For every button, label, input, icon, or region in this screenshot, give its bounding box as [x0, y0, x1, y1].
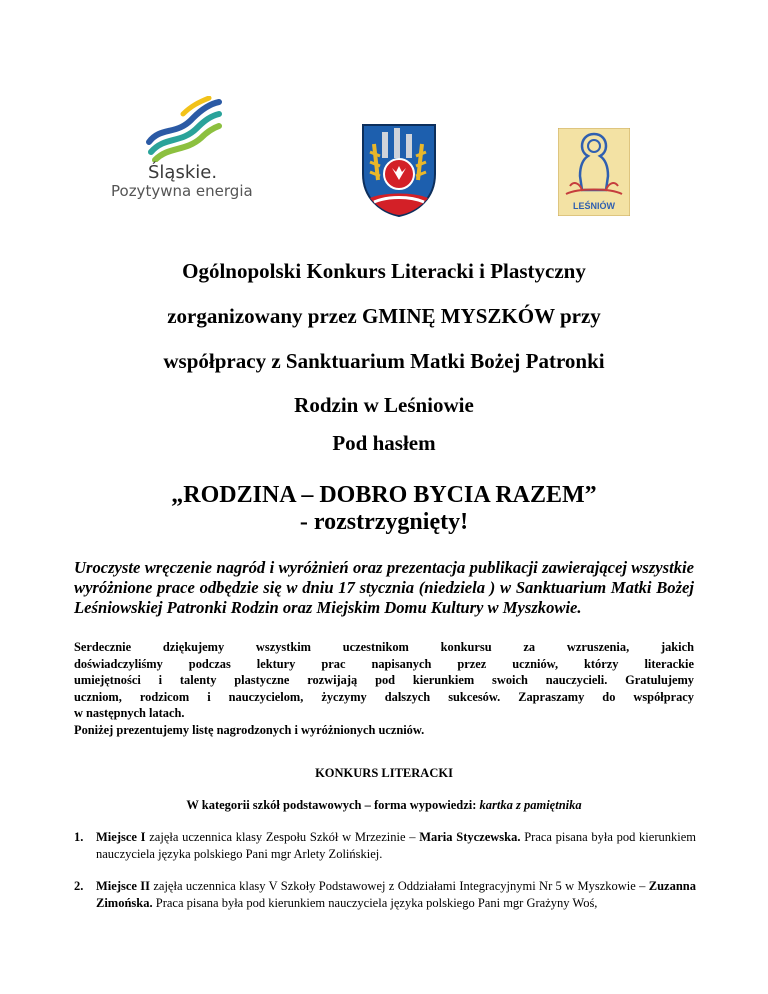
result-text: zajęła uczennica klasy V Szkoły Podstawowej z Oddziałami Integracyjnymi Nr 5 w Myszkowie –	[150, 879, 649, 893]
list-item	[74, 829, 696, 862]
myszkow-crest-icon	[360, 122, 438, 223]
title-line-4: Rodzin w Leśniowie	[294, 393, 474, 417]
title-line-2: zorganizowany przez GMINĘ MYSZKÓW przy	[167, 304, 601, 328]
student-name: Maria Styczewska.	[419, 830, 521, 844]
ceremony-info: Uroczyste wręczenie nagród i wyróżnień oraz prezentacja publikacji zawierającej wszystkie wyróżnione prace odbędzie się w dniu 17 stycznia (niedziela ) w Sanktuarium Matki Bożej Leśniowskiej Patronki Rodzin oraz Miejskim Domu Kultury w Myszkowie.	[74, 558, 694, 617]
announcement-title	[0, 250, 768, 536]
title-motto-intro: Pod hasłem	[332, 431, 436, 455]
thanks-line: umiejętności i talenty plastyczne rozwijają pod kierunkiem swoich nauczycieli. Gratulujemy	[74, 673, 694, 687]
thanks-paragraph	[74, 639, 694, 738]
slaskie-logo	[108, 96, 258, 206]
slaskie-waves-icon	[143, 96, 223, 162]
category-heading	[0, 798, 768, 813]
lesniow-logo	[558, 128, 630, 221]
slaskie-tagline: Pozytywna energia	[111, 182, 253, 200]
lesniow-label: LEŚNIÓW	[573, 201, 615, 211]
contest-slogan: „RODZINA – DOBRO BYCIA RAZEM”	[171, 482, 597, 508]
list-number: 1.	[74, 830, 84, 844]
slaskie-brand-text: Śląskie.	[148, 162, 218, 183]
section-heading: KONKURS LITERACKI	[315, 766, 453, 780]
thanks-line: Poniżej prezentujemy listę nagrodzonych i wyróżnionych uczniów.	[74, 722, 425, 737]
thanks-line: Serdecznie dziękujemy wszystkim uczestnikom konkursu za wzruszenia, jakich	[74, 640, 694, 654]
place-label: Miejsce II	[96, 879, 151, 893]
result-text: Praca pisana była pod kierunkiem nauczyciela języka polskiego Pani mgr Grażyny Woś,	[152, 895, 598, 910]
student-name: Zuzanna Zimońska.	[96, 879, 697, 910]
result-text: zajęła uczennica klasy Zespołu Szkół w Mrzezinie –	[145, 830, 420, 844]
thanks-line: doświadczyliśmy podczas lektury prac napisanych przez uczniów, którzy literackie	[74, 656, 694, 671]
list-item	[74, 878, 697, 911]
result-text: Praca pisana była pod kierunkiem nauczyciela języka polskiego Pani mgr Arlety Zolińskiej.	[96, 830, 696, 861]
place-label: Miejsce I	[96, 830, 146, 844]
resolved-note: - rozstrzygnięty!	[299, 509, 469, 535]
title-line-3: współpracy z Sanktuarium Matki Bożej Patronki	[163, 349, 605, 373]
thanks-line: w następnych latach.	[74, 706, 185, 720]
category-prefix: W kategorii szkół podstawowych – forma wypowiedzi:	[186, 798, 477, 812]
thanks-line: uczniom, rodzicom i nauczycielom, życzymy dalszych sukcesów. Zapraszamy do współpracy	[74, 689, 694, 704]
title-line-1: Ogólnopolski Konkurs Literacki i Plastyczny	[182, 259, 586, 283]
category-form: kartka z pamiętnika	[479, 798, 582, 812]
lesniow-madonna-icon	[558, 128, 630, 216]
logo-bar	[0, 0, 768, 230]
list-number: 2.	[74, 879, 84, 893]
